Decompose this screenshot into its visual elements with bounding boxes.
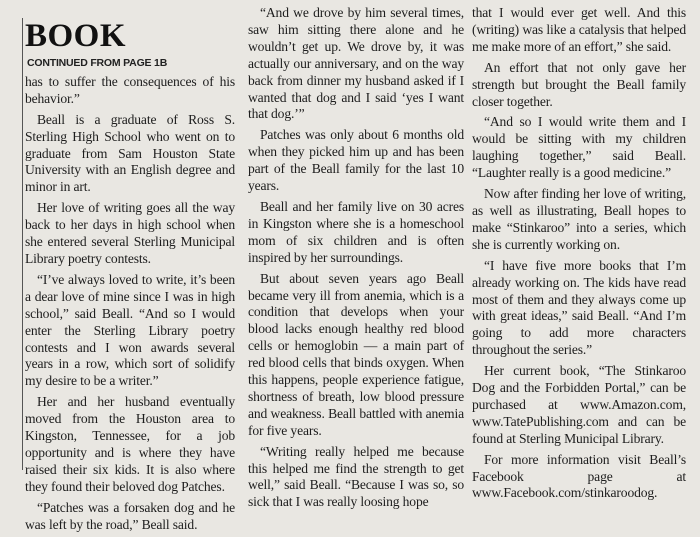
paragraph: “And we drove by him several times, saw him sitting there alone and he wouldn’t get up. We drove by, it was actually our anniversary, and on the way back from dinner my husband asked if I wanted that dog and I said ‘yes I want that dog.’” bbox=[248, 5, 464, 122]
paragraph: “I have five more books that I’m already working on. The kids have read most of them and they always come up with great ideas,” said Beall. “And I’m going to add more characters throughout the series.” bbox=[472, 257, 686, 358]
paragraph: For more information visit Beall’s Facebook page at www.Facebook.com/stinkaroodog. bbox=[472, 451, 686, 501]
paragraph: Beall is a graduate of Ross S. Sterling High School who went on to graduate from Sam Houston State University with an English degree and minor in art. bbox=[25, 111, 235, 195]
paragraph: “I’ve always loved to write, it’s been a dear love of mine since I was in high school,” said Beall. “And so I would enter the Sterling Library poetry contests and I won awards several years in a row, which sort of solidify my desire to be a writer.” bbox=[25, 271, 235, 389]
paragraph: Beall and her family live on 30 acres in Kingston where she is a homeschool mom of six children and is often inspired by her surroundings. bbox=[248, 198, 464, 265]
paragraph: Her current book, “The Stinkaroo Dog and the Forbidden Portal,” can be purchased at www.Amazon.com, www.TatePublishing.com and can be found at Sterling Municipal Library. bbox=[472, 363, 686, 446]
paragraph: Her and her husband eventually moved from the Houston area to Kingston, Tennessee, for a job opportunity and is where they have raised their six kids. It is also where they found their beloved dog Patches. bbox=[25, 394, 235, 494]
paragraph: has to suffer the consequences of his behavior.” bbox=[25, 73, 235, 106]
paragraph: that I would ever get well. And this (writing) was like a catalysis that helped me make more of an effort,” she said. bbox=[472, 5, 686, 54]
paragraph: But about seven years ago Beall became very ill from anemia, which is a condition that develops when your blood lacks enough healthy red blood cells or hemoglobin — a main part of red blood cells that binds oxygen. When this happens, people experience fatigue, shortness of breath, low blood pressure and weakness. Beall battled with anemia for five years. bbox=[248, 270, 464, 438]
article-column-2 bbox=[248, 5, 464, 515]
paragraph: “And so I would write them and I would be sitting with my children laughing together,” said Beall. “Laughter really is a good medicine.” bbox=[472, 114, 686, 181]
article-column-3 bbox=[472, 5, 686, 506]
paragraph: Now after finding her love of writing, as well as illustrating, Beall hopes to make “Stinkaroo” into a series, which she is currently working on. bbox=[472, 186, 686, 252]
headline: BOOK bbox=[25, 18, 127, 54]
paragraph: “Patches was a forsaken dog and he was left by the road,” Beall said. bbox=[25, 499, 235, 532]
paragraph: An effort that not only gave her strength but brought the Beall family closer together. bbox=[472, 59, 686, 109]
paragraph: “Writing really helped me because this helped me find the strength to get well,” said Beall. “Because I was so, so sick that I was really loosing hope bbox=[248, 443, 464, 510]
jump-line: CONTINUED FROM PAGE 1B bbox=[27, 57, 168, 69]
paragraph: Patches was only about 6 months old when they picked him up and has been part of the Beall family for the last 10 years. bbox=[248, 127, 464, 194]
column-rule bbox=[22, 18, 23, 470]
article-column-1 bbox=[25, 19, 235, 537]
paragraph: Her love of writing goes all the way back to her days in high school when she entered several Sterling Municipal Library poetry contests. bbox=[25, 200, 235, 266]
